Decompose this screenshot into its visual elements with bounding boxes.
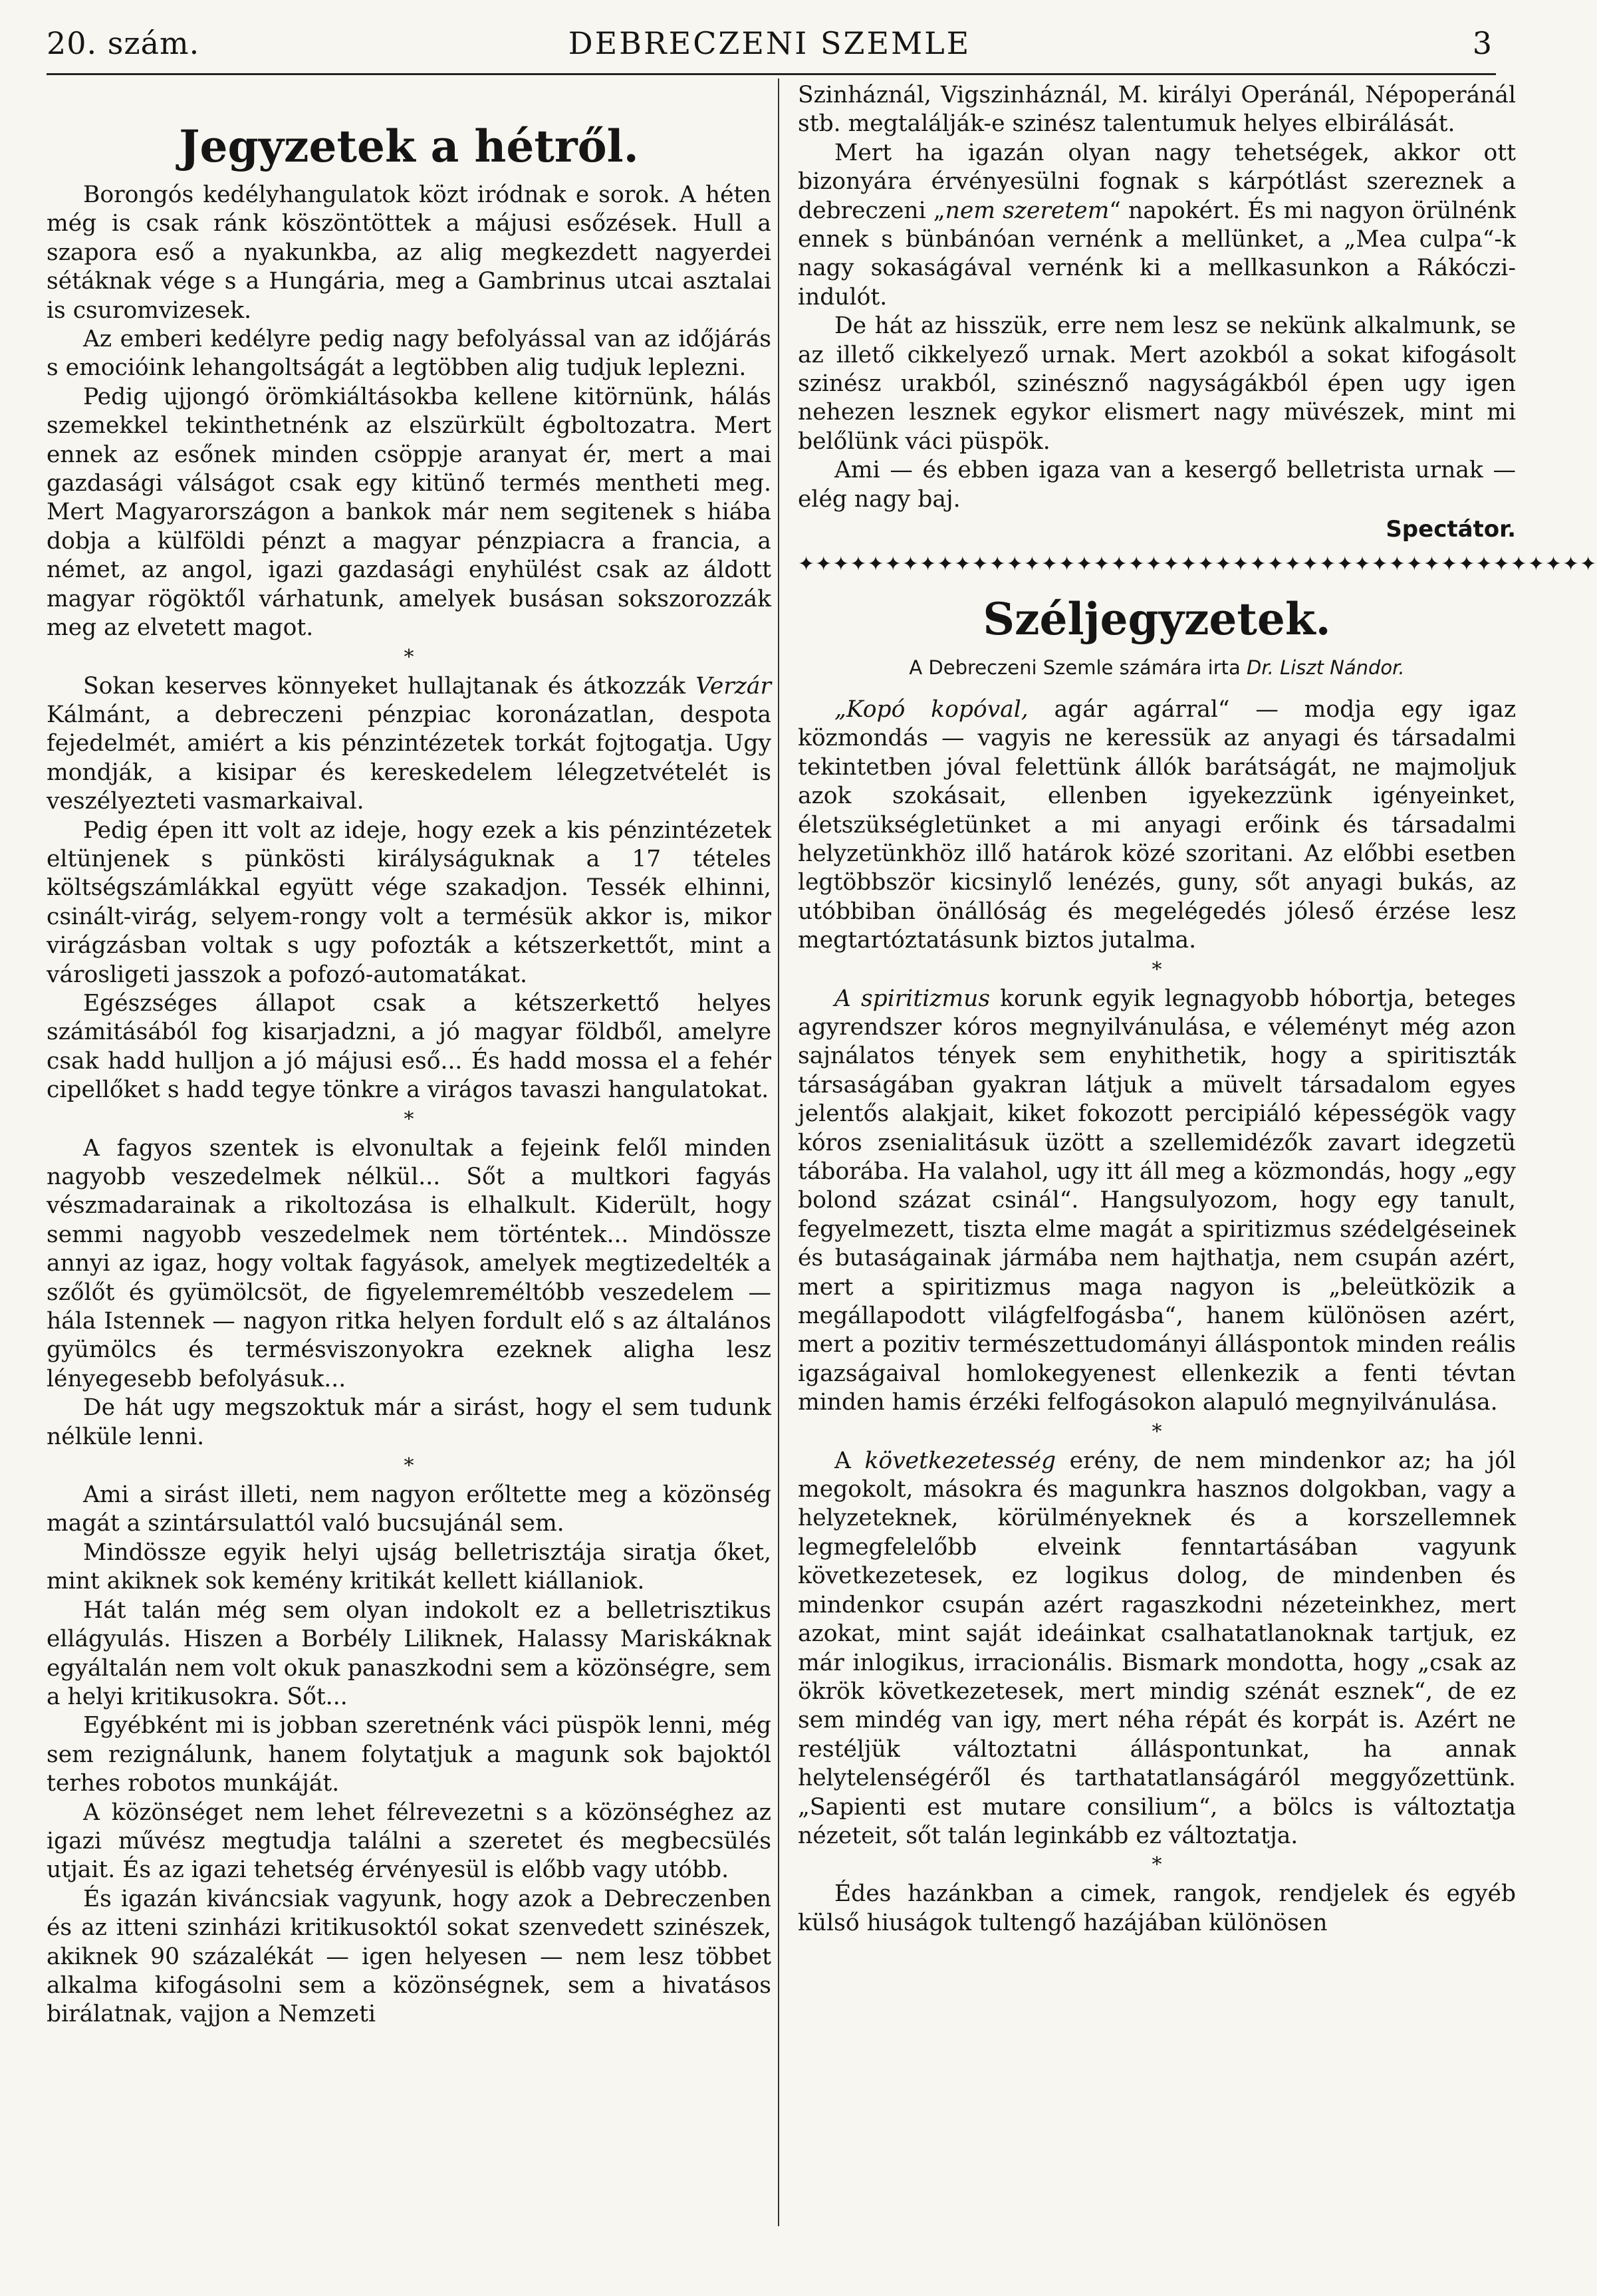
byline bbox=[798, 654, 1516, 682]
paragraph: Borongós kedélyhangulatok közt iródnak e sorok. A héten még is csak ránk köszöntöttek a májusi esőzések. Hull a szapora eső a nyakunkba, az alig megkezdett nagyerdei sétáknak vége s a Hungária, meg a Gambrinus utcai asztalai is csuromvizesek. bbox=[47, 182, 771, 324]
paragraph: Egyébként mi is jobban szeretnénk váci püspök lenni, még sem rezignálunk, hanem folytatjuk a magunk sok bajoktól terhes robotos munkáját. bbox=[47, 1712, 771, 1797]
paragraph: Mindössze egyik helyi ujság belletrisztája siratja őket, mint akiknek sok kemény kritikát kellett kiállaniok. bbox=[47, 1539, 771, 1595]
left-column bbox=[47, 81, 771, 2029]
text-run: korunk egyik legnagyobb hóbortja, beteges agyrendszer kóros megnyilvánulása, e véleményt még azon sajnálatos tények sem enyhithetik, hogy a spiritiszták társaságában gyakran látjuk a müvelt társadalom egyes jelentős alakjait, kiket fokozott percipiáló képességök vagy kóros zsenialitásuk üzött a szellemidézők zavart idegzetü táborába. Ha valahol, ugy itt áll meg a közmondás, hogy „egy bolond százat csinál“. Hangsulyozom, hogy egy tanult, fegyelmezett, tiszta elme magát a spiritizmus szédelgéseinek és butaságainak jármába nem hajthatja, nem csupán azért, mert a spiritizmus maga nagyon is „beleütközik a megállapodott világfelfogásba“, hanem különösen azért, mert a pozitiv természettudományi álláspontok minden reális igazságaival homlokegyenest ellenkezik a fenti tévtan minden hamis érzéki felfogásokon alapuló megnyilvánulása. bbox=[798, 985, 1516, 1416]
name-verzar: Verzár bbox=[695, 672, 771, 700]
header-rule bbox=[47, 73, 1496, 75]
section-star: * bbox=[404, 1454, 414, 1478]
section-star: * bbox=[404, 645, 414, 669]
text-emphasis: „Kopó kopóval, bbox=[834, 696, 1029, 723]
section-star: * bbox=[1152, 1853, 1162, 1877]
paragraph: De hát az hisszük, erre nem lesz se nekünk alkalmunk, se az illető cikkelyező urnak. Mert azokból a sokat kifogásolt szinész urakból, szinésznő nagyságákból épen ugy igen nehezen lesznek egykor elismert nagy müvészek, mint mi belőlünk váci püspök. bbox=[798, 313, 1516, 455]
column-rule bbox=[778, 78, 779, 2226]
paragraph bbox=[798, 139, 1516, 312]
paragraph: És igazán kiváncsiak vagyunk, hogy azok a Debreczenben és az itteni szinházi kritikusoktól sokat szenvedett szinészek, akiknek 90 százalékát — igen helyesen — nem lesz többet alkalma kifogásolni sem a közönségnek, sem a hivatásos birálatnak, vajjon a Nemzeti bbox=[47, 1885, 771, 2028]
paragraph: Pedig ujjongó örömkiáltásokba kellene kitörnünk, hálás szemekkel tekinthetnénk az elszürkült égboltozatra. Mert ennek az esőnek minden csöppje aranyat ér, mert a mai gazdasági válságot csak egy kitünő termés mentheti meg. Mert Magyarországon a bankok már nem segitenek s hiába dobja a külföldi pénzt a magyar pénzpiacra a francia, a német, az angol, igazi gazdasági enyhülést csak az áldott magyar rögöktől várhatunk, amelyek busásan sokszorozzák meg az elvetett magot. bbox=[47, 383, 771, 642]
section-star: * bbox=[404, 1107, 414, 1131]
text-run: Mert ha igazán olyan nagy tehetségek, akkor ott bizonyára érvényesülni fognak s kárpótlást szereznek a debreczeni „ bbox=[798, 139, 1516, 224]
text-emphasis: A spiritizmus bbox=[834, 985, 991, 1012]
text-run: Kálmánt, a debreczeni pénzpiac koronázatlan, despota fejedelmét, amiért a kis pénzintézetek torkát fojtogatja. Ugy mondják, a kisipar és kereskedelem lélegzetvételét is veszélyezteti vasmarkaival. bbox=[47, 701, 771, 815]
paragraph: A közönséget nem lehet félrevezetni s a közönséghez az igazi művész megtudja találni a szeretet és megbecsülés utjait. És az igazi tehetség érvényesül is előbb vagy utóbb. bbox=[47, 1799, 771, 1884]
byline-author: Dr. Liszt Nándor. bbox=[1247, 656, 1405, 679]
section-heading-szeljegyzetek: Széljegyzetek. bbox=[983, 592, 1331, 645]
text-run: “ napokért. És mi nagyon örülnénk ennek s bünbánóan vernénk a mellünket, a „Mea culpa“-k nagy sokaságával vernénk ki a mellkasunkon a Rákóczi-indulót. bbox=[798, 197, 1516, 311]
quote-nem-szeretem: nem szeretem bbox=[945, 197, 1110, 224]
byline-text: A Debreczeni Szemle számára irta bbox=[909, 656, 1241, 679]
paragraph: Egészséges állapot csak a kétszerkettő helyes számitásából fog kisarjadzni, a jó magyar földből, amelyre csak hadd hulljon a jó májusi eső... És hadd mossa el a fehér cipellőket s hadd tegye tönkre a virágos tavaszi hangulatokat. bbox=[47, 989, 771, 1104]
paragraph: Szinháznál, Vigszinháznál, M. királyi Operánál, Népoperánál stb. megtalálják-e szinész talentumuk helyes elbirálását. bbox=[798, 82, 1516, 138]
issue-number: 20. szám. bbox=[47, 25, 200, 61]
signature: Spectátor. bbox=[1386, 516, 1516, 543]
paragraph bbox=[798, 696, 1516, 956]
paragraph: A fagyos szentek is elvonultak a fejeink felől minden nagyobb veszedelmek nélkül... Sőt a multkori fagyás vészmadarainak a rikoltozása is elhalkult. Kiderült, hogy semmi nagyobb veszedelmek nem történtek... Mindössze annyi az igaz, hogy voltak fagyások, amelyek megtizedelték a szőlőt és gyümölcsöt, de figyelemreméltóbb veszedelem — hála Istennek — nagyon ritka helyen fordult elő s az általános gyümölcs és termésviszonyokra ezeknek aligha lesz lényegesebb befolyásuk... bbox=[47, 1134, 771, 1392]
paragraph: De hát ugy megszoktuk már a sirást, hogy el sem tudunk nélküle lenni. bbox=[47, 1394, 771, 1450]
paragraph: Édes hazánkban a cimek, rangok, rendjelek és egyéb külső hiuságok tultengő hazájában különösen bbox=[798, 1880, 1516, 1936]
paragraph bbox=[798, 985, 1516, 1418]
section-star: * bbox=[1152, 1420, 1162, 1444]
text-emphasis: következetesség bbox=[864, 1447, 1056, 1474]
page-number: 3 bbox=[1472, 25, 1493, 61]
paragraph bbox=[47, 672, 771, 817]
section-star: * bbox=[1152, 957, 1162, 981]
paragraph: Pedig épen itt volt az ideje, hogy ezek a kis pénzintézetek eltünjenek s pünkösti királyságuknak a 17 tételes költségszámlákkal együtt vége szakadjon. Tessék elhinni, csinált-virág, selyem-rongy volt a termésük akkor is, mikor virágzásban voltak s ugy pofozták a kétszerkettőt, mint a városligeti jasszok a pofozó-automatákat. bbox=[47, 817, 771, 988]
page-header bbox=[47, 25, 1493, 72]
ornamental-divider: ✦✦✦✦✦✦✦✦✦✦✦✦✦✦✦✦✦✦✦✦✦✦✦✦✦✦✦✦✦✦✦✦✦✦✦✦✦✦✦✦✦✦✦✦✦✦ bbox=[798, 552, 1597, 576]
text-run: erény, de nem mindenkor az; ha jól megokolt, másokra és magunkra hasznos dolgokban, vagy a helyzeteknek, körülményeknek és a korszellemnek legmegfelelőbb elveink fenntartásában vagyunk következetesek, ez logikus dolog, de mindenben és mindenkor csupán azért ragaszkodni nézeteinkhez, mert azokat, mint saját ideáinkat csalhatatlanoknak tartjuk, ez már inlogikus, irracionális. Bismark mondotta, hogy „csak az ökrök következetesek, mert mindig szénát esznek“, de ez sem mindég van igy, mert néha répát és korpát is. Azért ne restéljük változtatni álláspontunkat, ha annak helytelenségéről és tarthatatlanságáról meggyőzettünk. „Sapienti est mutare consilium“, a bölcs is változtatja nézeteit, sőt talán leginkább ez változtatja. bbox=[798, 1447, 1516, 1849]
paragraph: Hát talán még sem olyan indokolt ez a belletrisztikus ellágyulás. Hiszen a Borbély Liliknek, Halassy Mariskáknak egyáltalán nem volt okuk panaszkodni sem a közönségre, sem a helyi kritikusokra. Sőt... bbox=[47, 1596, 771, 1710]
newspaper-title: DEBRECZENI SZEMLE bbox=[568, 25, 971, 61]
paragraph: Az emberi kedélyre pedig nagy befolyással van az időjárás s emocióink lehangoltságát a legtöbben alig tudjuk leplezni. bbox=[47, 326, 771, 382]
paragraph: Ami a sirást illeti, nem nagyon erőltette meg a közönség magát a szintársulattól való bucsujánál sem. bbox=[47, 1481, 771, 1537]
text-run: agár agárral“ — modja egy igaz közmondás — vagyis ne keressük az anyagi és társadalmi tekintetben jóval felettünk állók barátságát, ne majmoljuk azok szokásait, ellenben igyekezzünk igényeinket, életszükségletünket a mi anyagi erőink és társadalmi helyzetünkhöz illő határok közé szoritani. Az előbbi esetben legtöbbször kicsinylő lenézés, guny, sőt anyagi bukás, az utóbbiban önállóság és megelégedés jóleső érzése lesz megtartóztatásunk biztos jutalma. bbox=[798, 696, 1517, 954]
paragraph: Ami — és ebben igaza van a kesergő belletrista urnak — elég nagy baj. bbox=[798, 457, 1516, 513]
text-run: Sokan keserves könnyeket hullajtanak és átkozzák bbox=[83, 672, 686, 700]
right-column bbox=[798, 81, 1597, 1938]
text-run: A bbox=[834, 1447, 865, 1474]
section-heading-jegyzetek: Jegyzetek a hétről. bbox=[179, 120, 639, 172]
paragraph bbox=[798, 1447, 1516, 1851]
